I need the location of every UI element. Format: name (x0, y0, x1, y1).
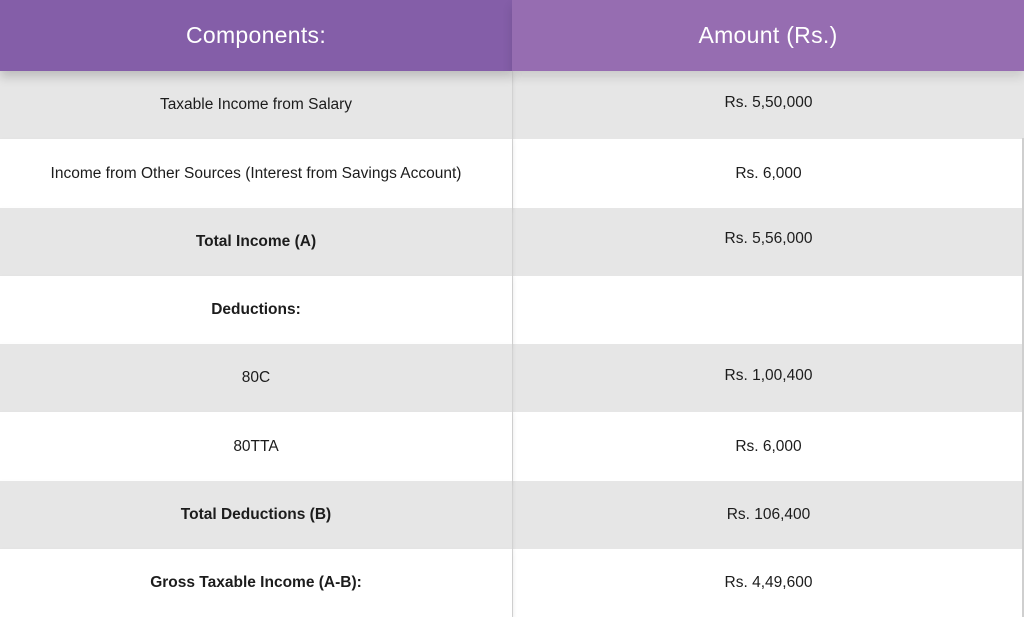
table-row-80tta (0, 412, 1024, 481)
amount-cell: Rs. 6,000 (512, 412, 1024, 481)
amount-cell: Rs. 5,50,000 (512, 71, 1024, 139)
header-components: Components: (0, 0, 512, 71)
table-row-deductions-heading (0, 276, 1024, 344)
amount-cell: Rs. 1,00,400 (512, 344, 1024, 412)
component-cell: 80C (0, 344, 512, 412)
amount-cell: Rs. 106,400 (512, 481, 1024, 549)
component-cell: Deductions: (0, 276, 512, 344)
component-cell: Taxable Income from Salary (0, 71, 512, 139)
amount-cell: Rs. 6,000 (512, 139, 1024, 208)
amount-cell: Rs. 5,56,000 (512, 208, 1024, 276)
component-cell: Total Income (A) (0, 208, 512, 276)
table-row-total-deductions (0, 481, 1024, 549)
component-cell: Gross Taxable Income (A-B): (0, 549, 512, 617)
table-row-total-income (0, 208, 1024, 276)
component-cell: 80TTA (0, 412, 512, 481)
table-row-other-sources (0, 139, 1024, 208)
table-row-gross-taxable-income (0, 549, 1024, 617)
table-row-80c (0, 344, 1024, 412)
header-amount: Amount (Rs.) (512, 0, 1024, 71)
component-cell: Income from Other Sources (Interest from Savings Account) (0, 139, 512, 208)
component-cell: Total Deductions (B) (0, 481, 512, 549)
amount-cell: Rs. 4,49,600 (512, 549, 1024, 617)
table-row-salary (0, 71, 1024, 139)
amount-cell (512, 276, 1024, 344)
